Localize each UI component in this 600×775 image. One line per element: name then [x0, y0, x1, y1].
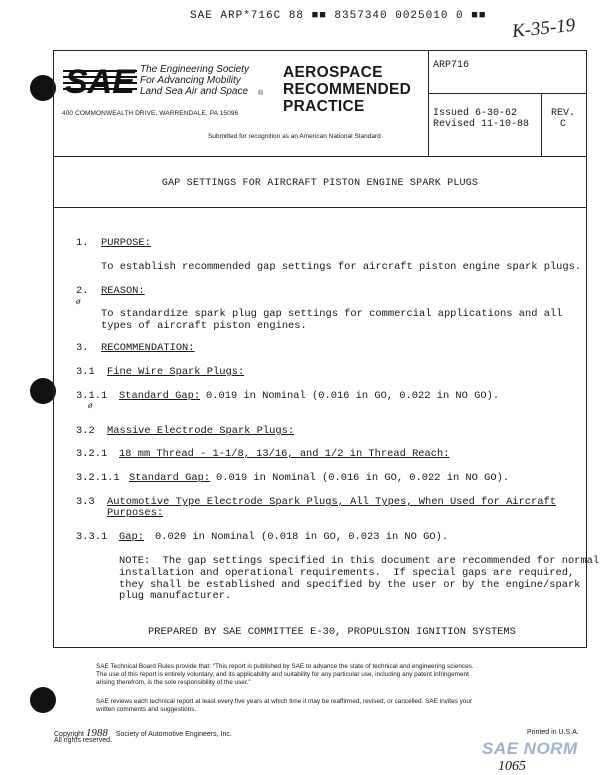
section-3-3-1-text: 0.020 in Nominal (0.018 in GO, 0.023 in NO GO).: [155, 531, 449, 543]
section-3-2-number: 3.2: [76, 425, 95, 437]
sae-address: 400 COMMONWEALTH DRIVE, WARRENDALE, PA 15096: [62, 110, 239, 117]
section-3-1-1-heading: Standard Gap:: [119, 390, 201, 402]
review-note: [96, 698, 472, 714]
issue-dates: [433, 108, 529, 130]
section-3-3-number: 3.3: [76, 496, 95, 508]
copyright-owner: Society of Automotive Engineers, Inc.: [115, 731, 232, 738]
practice-title: AEROSPACE RECOMMENDED PRACTICE: [283, 64, 412, 115]
section-3-2-1-number: 3.2.1: [76, 448, 108, 460]
section-1-text: To establish recommended gap settings for aircraft piston engine spark plugs.: [101, 261, 582, 273]
rev-value: C: [559, 119, 566, 130]
punch-hole: [30, 687, 56, 713]
handwritten-id: K-35-19: [511, 14, 577, 43]
society-tagline: The Engineering Society For Advancing Mobility Land Sea Air and Space: [140, 64, 249, 97]
review-line1: SAE reviews each technical report at least every five years at which time it may be reaffirmed, revised, or cancelled. SAE invites your: [96, 698, 473, 705]
sae-logo-text: SAE: [65, 63, 135, 96]
note-line2: installation and operational requirements. If special gaps are required,: [119, 567, 575, 579]
revision-block: [548, 108, 578, 130]
rules-line2: The use of this report is entirely voluntary, and its applicability and suitability for any particular use, including any patent infringement: [96, 671, 469, 678]
section-2-text-line1: To standardize spark plug gap settings for commercial applications and all: [101, 308, 563, 320]
section-2-text-line2: types of aircraft piston engines.: [101, 320, 307, 332]
section-3-1-number: 3.1: [76, 366, 95, 378]
section-3-2-1-1-text: 0.019 in Nominal (0.016 in GO, 0.022 in NO GO).: [216, 472, 510, 484]
sae-logo: [63, 62, 137, 96]
section-3-3-heading-line1: Automotive Type Electrode Spark Plugs, All Types, When Used for Aircraft: [107, 496, 556, 508]
doc-number: ARP716: [433, 60, 470, 71]
section-3-heading: RECOMMENDATION:: [101, 342, 195, 354]
revision-mark: ø: [88, 400, 93, 410]
watermark-logo: SAE NORM: [482, 739, 578, 758]
section-3-2-heading: Massive Electrode Spark Plugs:: [107, 425, 295, 437]
scan-header-line: SAE ARP*716C 88 ■■ 8357340 0025010 0 ■■: [190, 10, 487, 22]
technical-board-rules: [96, 663, 474, 687]
section-3-2-1-heading: 18 mm Thread - 1-1/8, 13/16, and 1/2 in Thread Reach:: [119, 448, 450, 460]
rules-line3: arising therefrom, is the sole responsibility of the user.": [96, 679, 251, 686]
revised-date: Revised 11-10-88: [433, 119, 530, 130]
document-title: GAP SETTINGS FOR AIRCRAFT PISTON ENGINE SPARK PLUGS: [161, 178, 479, 189]
issued-date: Issued 6-30-62: [433, 108, 518, 119]
rights-reserved: All rights reserved.: [54, 737, 112, 744]
registered-mark: ®: [258, 90, 264, 97]
note-line3: they shall be established and specified by the user or by the engine/spark: [119, 579, 581, 591]
note-line1: NOTE: The gap settings specified in this document are recommended for normal: [119, 555, 600, 567]
rev-label: REV.: [550, 108, 575, 119]
section-3-number: 3.: [76, 342, 89, 354]
rules-line1: SAE Technical Board Rules provide that: "This report is published by SAE to advance the state of technical and engineering sciences.: [96, 663, 474, 670]
submitted-note: Submitted for recognition as an American National Standard: [208, 133, 381, 140]
section-3-1-1-number: 3.1.1: [76, 390, 108, 402]
revision-mark: ø: [76, 296, 81, 306]
section-3-3-heading-line2: Purposes:: [107, 507, 164, 519]
section-2-number: 2.: [76, 285, 89, 297]
page-number: 1065: [498, 759, 526, 774]
section-1-heading: PURPOSE:: [101, 237, 151, 249]
section-3-3-1-number: 3.3.1: [76, 531, 108, 543]
section-2-heading: REASON:: [101, 285, 145, 297]
section-1-number: 1.: [76, 237, 89, 249]
note-line4: plug manufacturer.: [119, 590, 232, 602]
section-3-2-1-1-heading: Standard Gap:: [129, 472, 211, 484]
copyright-label: Copyright: [54, 731, 84, 738]
review-line2: written comments and suggestions.: [96, 706, 197, 713]
copyright-year: 1988: [85, 727, 108, 739]
section-3-1-heading: Fine Wire Spark Plugs:: [107, 366, 245, 378]
printed-in: Printed in U.S.A.: [527, 729, 579, 736]
section-3-3-1-heading: Gap:: [119, 531, 144, 543]
section-3-2-1-1-number: 3.2.1.1: [76, 472, 120, 484]
prepared-by: PREPARED BY SAE COMMITTEE E-30, PROPULSION IGNITION SYSTEMS: [148, 626, 516, 638]
section-3-1-1-text: 0.019 in Nominal (0.016 in GO, 0.022 in NO GO).: [206, 390, 500, 402]
